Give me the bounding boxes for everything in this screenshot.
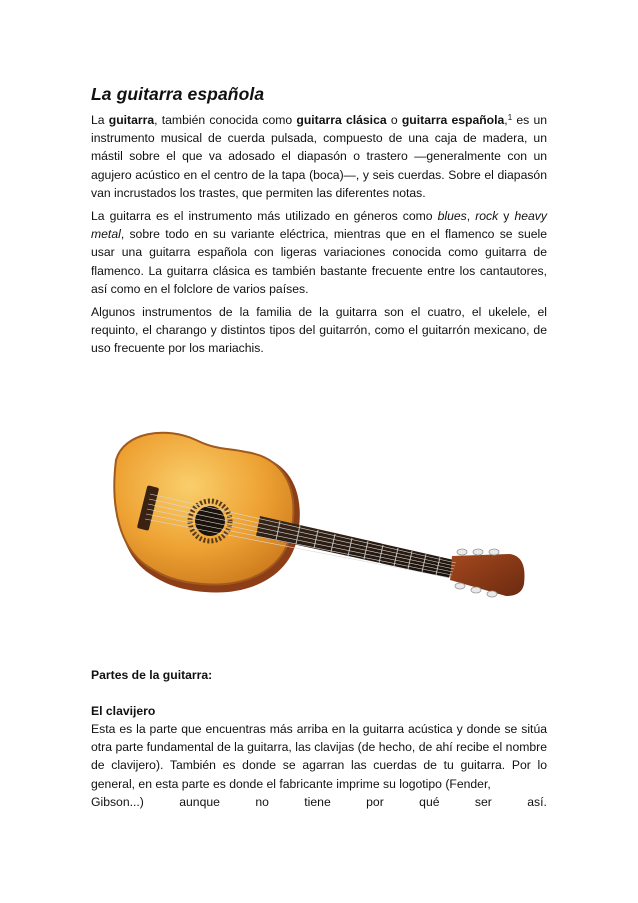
article [91, 84, 547, 363]
guitar-image [110, 424, 530, 614]
text-run: , [504, 113, 508, 127]
guitar-head [450, 554, 524, 596]
word: no [255, 794, 269, 809]
paragraph-family: Algunos instrumentos de la familia de la guitarra son el cuatro, el ukelele, el requinto, el charango y distintos tipos del guitarrón, como el guitarrón mexicano, de uso frecuente por los mariachis. [91, 305, 547, 356]
word: qué [419, 794, 440, 809]
italic-term: rock [475, 209, 499, 224]
paragraph-intro [91, 111, 547, 202]
text-run: La guitarra es el instrumento más utilizado en géneros como [91, 209, 438, 224]
word: aunque [179, 794, 220, 809]
word: tiene [304, 794, 331, 809]
page-title: La guitarra española [91, 84, 265, 104]
paragraph-clavijero [91, 720, 547, 811]
word: por [366, 794, 384, 809]
word: así. [527, 794, 547, 809]
text-run: es un instrumento musical de cuerda pulsada, compuesto de una caja de madera, un mástil sobre el que va adosado el diapasón o trastero —generalmente con un agujero acústico en el centro de la tapa (boca)—, y seis cuerdas. Sobre el diapasón van incrustados los trastes, que permiten las diferentes notas. [91, 113, 547, 200]
text-run: , también conocida como [154, 113, 297, 127]
text-run: y [498, 209, 515, 224]
paragraph-genres [91, 207, 547, 298]
subsection-title: El clavijero [91, 704, 156, 718]
text-run: , sobre todo en su variante eléctrica, mientras que en el flamenco se suele usar una guitarra española con ligeras variaciones conocida como guitarra de flamenco. La guitarra clásica es también bastante frecuente entre los cantautores, así como en el folclore de varios países. [91, 227, 547, 296]
paragraph-text: Esta es la parte que encuentras más arriba en la guitarra acústica y donde se sitúa otra parte fundamental de la guitarra, las clavijas (de hecho, de ahí recibe el nombre de clavijero). También es donde se agarran las cuerdas de tu guitarra. Por lo general, en esta parte es donde el fabricante imprime su logotipo (Fender, [91, 722, 547, 791]
last-line [91, 793, 547, 811]
bold-term: guitarra [108, 113, 155, 127]
section-title: Partes de la guitarra: [91, 668, 213, 682]
bold-term: guitarra española [401, 113, 505, 127]
text-run: o [386, 113, 402, 127]
footnote-link[interactable]: 1 [507, 113, 513, 122]
word: Gibson...) [91, 794, 144, 809]
italic-term: blues [437, 209, 467, 224]
text-run: , [466, 209, 476, 224]
bold-term: guitarra clásica [296, 113, 387, 127]
italic-term: heavy metal [91, 209, 547, 242]
text-run: La [91, 113, 109, 127]
word: ser [474, 794, 492, 809]
